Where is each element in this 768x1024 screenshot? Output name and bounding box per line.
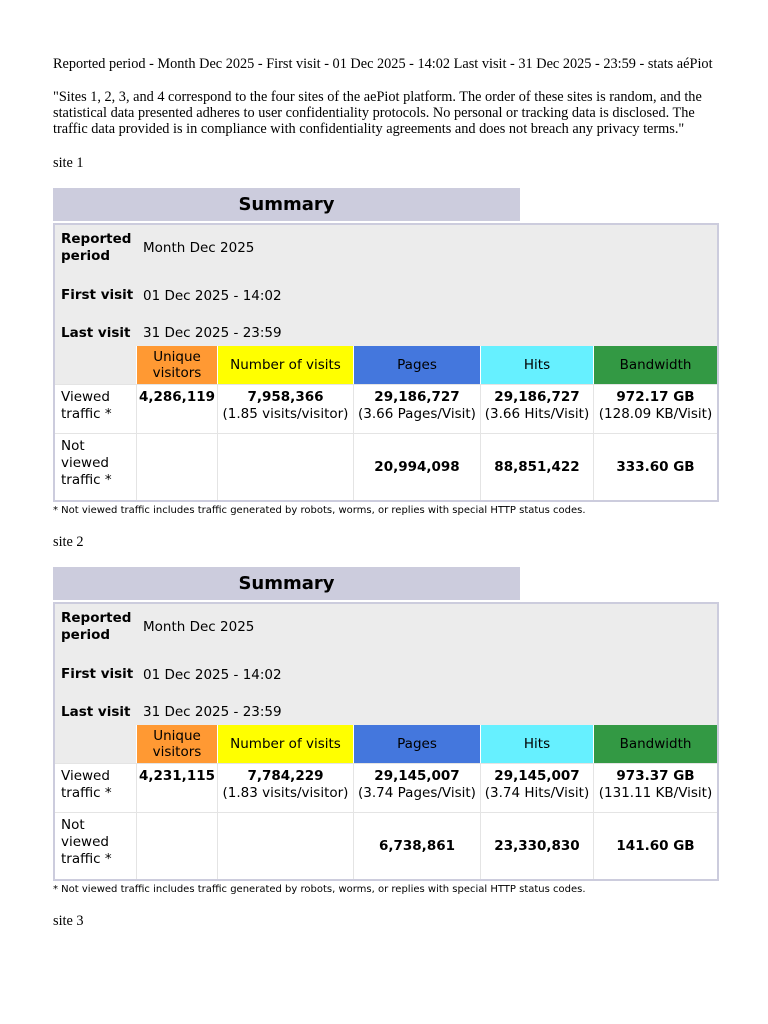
bandwidth-cell <box>594 764 717 812</box>
visits-value: 7,784,229 <box>247 768 324 784</box>
not-viewed-unique-cell <box>137 434 218 500</box>
pages-value: 29,145,007 <box>374 768 460 784</box>
pages-value: 29,186,727 <box>374 389 460 405</box>
not-viewed-hits-value: 88,851,422 <box>481 434 594 500</box>
bandwidth-value: 972.17 GB <box>616 389 695 405</box>
reported-period-row <box>55 604 717 650</box>
reported-period-label: Reported period <box>61 610 132 643</box>
last-visit-value: 31 Dec 2025 - 23:59 <box>143 325 282 341</box>
not-viewed-traffic-row <box>55 433 717 500</box>
last-visit-row <box>55 320 717 346</box>
site-2-summary <box>53 567 719 896</box>
bandwidth-per-visit: (128.09 KB/Visit) <box>598 406 713 422</box>
unique-visitors-cell <box>137 385 218 433</box>
not-viewed-visits-cell <box>218 434 354 500</box>
last-visit-row <box>55 699 717 725</box>
visits-value: 7,958,366 <box>247 389 324 405</box>
column-header-bandwidth: Bandwidth <box>594 725 717 763</box>
visits-cell <box>218 764 354 812</box>
confidentiality-note: "Sites 1, 2, 3, and 4 correspond to the four sites of the aePiot platform. The order of these sites is random, and the statistical data presented adheres to user confidentiality protocols. No personal or tracking data is disclosed. The traffic data provided is in compliance with confidentiality agreements and does not breach any privacy terms." <box>53 89 702 137</box>
traffic-footnote: * Not viewed traffic includes traffic generated by robots, worms, or replies with special HTTP status codes. <box>53 505 586 516</box>
document-page <box>53 56 718 929</box>
period-info <box>55 604 717 725</box>
column-header-row <box>55 346 717 384</box>
not-viewed-traffic-label: Not viewed traffic * <box>55 813 137 879</box>
bandwidth-value: 973.37 GB <box>616 768 695 784</box>
column-header-hits: Hits <box>481 725 594 763</box>
visits-per-visitor: (1.83 visits/visitor) <box>222 785 349 801</box>
column-header-row <box>55 725 717 763</box>
not-viewed-visits-cell <box>218 813 354 879</box>
period-info <box>55 225 717 346</box>
unique-visitors-value: 4,231,115 <box>138 768 215 784</box>
not-viewed-pages-value: 6,738,861 <box>354 813 481 879</box>
hits-per-visit: (3.74 Hits/Visit) <box>484 785 590 801</box>
not-viewed-pages-value: 20,994,098 <box>354 434 481 500</box>
not-viewed-traffic-label: Not viewed traffic * <box>55 434 137 500</box>
reported-period-value: Month Dec 2025 <box>143 240 255 256</box>
first-visit-label: First visit <box>61 287 134 303</box>
unique-visitors-value: 4,286,119 <box>138 389 215 405</box>
column-header-visits: Number of visits <box>218 346 354 384</box>
first-visit-label: First visit <box>61 666 134 682</box>
pages-cell <box>354 764 481 812</box>
column-header-hits: Hits <box>481 346 594 384</box>
column-header-unique-visitors: Unique visitors <box>137 725 218 763</box>
not-viewed-unique-cell <box>137 813 218 879</box>
first-visit-value: 01 Dec 2025 - 14:02 <box>143 666 282 683</box>
hits-value: 29,145,007 <box>494 768 580 784</box>
report-intro: Reported period - Month Dec 2025 - First visit - 01 Dec 2025 - 14:02 Last visit - 31 Dec 2025 - 23:59 - stats aéPiot <box>53 56 713 72</box>
summary-title: Summary <box>53 567 520 600</box>
pages-per-visit: (3.66 Pages/Visit) <box>358 406 476 422</box>
last-visit-value: 31 Dec 2025 - 23:59 <box>143 704 282 720</box>
first-visit-value: 01 Dec 2025 - 14:02 <box>143 287 282 304</box>
viewed-traffic-row <box>55 384 717 433</box>
visits-per-visitor: (1.85 visits/visitor) <box>222 406 349 422</box>
unique-visitors-cell <box>137 764 218 812</box>
column-header-blank <box>55 346 137 384</box>
viewed-traffic-label: Viewed traffic * <box>55 385 137 433</box>
last-visit-label: Last visit <box>61 324 131 341</box>
column-header-pages: Pages <box>354 346 481 384</box>
visits-cell <box>218 385 354 433</box>
last-visit-label: Last visit <box>61 703 131 720</box>
not-viewed-hits-value: 23,330,830 <box>481 813 594 879</box>
site-3-label: site 3 <box>53 913 84 929</box>
column-header-pages: Pages <box>354 725 481 763</box>
hits-cell <box>481 764 594 812</box>
bandwidth-cell <box>594 385 717 433</box>
column-header-bandwidth: Bandwidth <box>594 346 717 384</box>
hits-cell <box>481 385 594 433</box>
bandwidth-per-visit: (131.11 KB/Visit) <box>598 785 713 801</box>
viewed-traffic-row <box>55 763 717 812</box>
reported-period-label: Reported period <box>61 231 132 264</box>
not-viewed-traffic-row <box>55 812 717 879</box>
summary-table <box>53 223 719 502</box>
not-viewed-bandwidth-value: 141.60 GB <box>616 838 695 854</box>
site-2-label: site 2 <box>53 534 84 550</box>
viewed-traffic-label: Viewed traffic * <box>55 764 137 812</box>
traffic-footnote: * Not viewed traffic includes traffic generated by robots, worms, or replies with special HTTP status codes. <box>53 884 586 895</box>
column-header-visits: Number of visits <box>218 725 354 763</box>
reported-period-row <box>55 225 717 271</box>
hits-value: 29,186,727 <box>494 389 580 405</box>
summary-title: Summary <box>53 188 520 221</box>
pages-per-visit: (3.74 Pages/Visit) <box>358 785 476 801</box>
site-1-label: site 1 <box>53 155 84 171</box>
first-visit-row <box>55 271 717 320</box>
first-visit-row <box>55 650 717 699</box>
column-header-blank <box>55 725 137 763</box>
summary-table <box>53 602 719 881</box>
pages-cell <box>354 385 481 433</box>
hits-per-visit: (3.66 Hits/Visit) <box>484 406 590 422</box>
not-viewed-bandwidth-value: 333.60 GB <box>616 459 695 475</box>
reported-period-value: Month Dec 2025 <box>143 619 255 635</box>
column-header-unique-visitors: Unique visitors <box>137 346 218 384</box>
site-1-summary <box>53 188 719 517</box>
